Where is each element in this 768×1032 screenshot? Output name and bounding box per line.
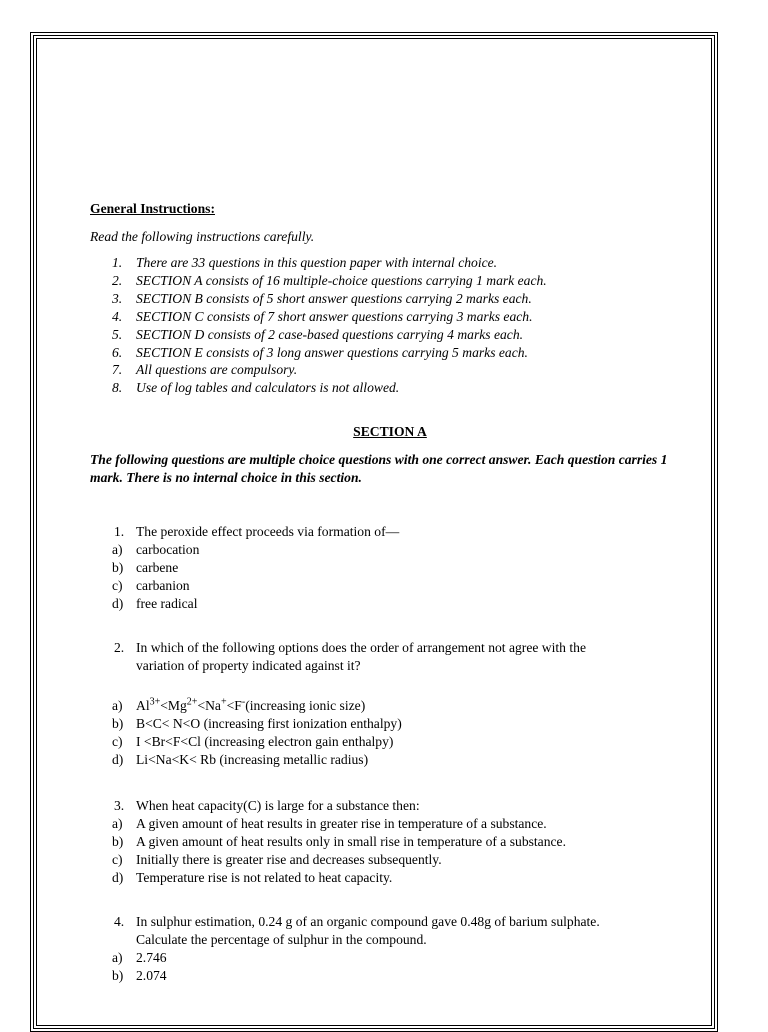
question-1 (90, 523, 690, 613)
option-text: I <Br<F<Cl (increasing electron gain enthalpy) (136, 734, 394, 750)
option (90, 815, 690, 833)
option-text: carbene (136, 560, 179, 576)
instruction-text: SECTION D consists of 2 case-based questions carrying 4 marks each. (136, 326, 524, 342)
option-label: b) (112, 968, 124, 984)
option (90, 541, 690, 559)
question-stem: In which of the following options does the order of arrangement not agree with the (136, 640, 586, 656)
option-label: a) (112, 950, 123, 966)
ion-symbol: <F (226, 698, 242, 714)
instruction-text: SECTION E consists of 3 long answer questions carrying 5 marks each. (136, 344, 528, 360)
instruction-item (90, 361, 690, 379)
question-text-continued (90, 931, 690, 949)
option-text: 2.074 (136, 968, 167, 984)
question-number: 4. (114, 914, 125, 930)
option-label: c) (112, 578, 123, 594)
question-stem: Calculate the percentage of sulphur in the compound. (136, 932, 427, 948)
instruction-item (90, 272, 690, 290)
option-label: b) (112, 716, 124, 732)
option-label: a) (112, 698, 123, 714)
question-2 (90, 639, 690, 769)
option-text: 2.746 (136, 950, 167, 966)
property-note: (increasing ionic size) (245, 698, 366, 714)
instruction-number: 3. (112, 290, 123, 306)
option-label: a) (112, 542, 123, 558)
option (90, 733, 690, 751)
instruction-number: 1. (112, 255, 123, 270)
question-4 (90, 913, 690, 985)
option (90, 697, 690, 715)
instruction-item (90, 326, 690, 344)
instruction-number: 4. (112, 308, 123, 324)
option-text: free radical (136, 596, 198, 612)
option-label: a) (112, 816, 123, 832)
question-stem: variation of property indicated against it? (136, 658, 361, 674)
instruction-text: SECTION B consists of 5 short answer questions carrying 2 marks each. (136, 290, 532, 306)
option-label: c) (112, 852, 123, 868)
instruction-text: All questions are compulsory. (136, 362, 298, 378)
option-label: c) (112, 734, 123, 750)
question-number: 1. (114, 524, 125, 540)
option (90, 833, 690, 851)
general-instructions-heading: General Instructions: (90, 201, 215, 216)
question-stem: The peroxide effect proceeds via formation of— (136, 524, 400, 540)
page-content (90, 200, 690, 985)
option (90, 751, 690, 769)
question-text (90, 913, 690, 931)
option-text: B<C< N<O (increasing first ionization enthalpy) (136, 716, 402, 732)
option (90, 577, 690, 595)
option (90, 715, 690, 733)
option-text: A given amount of heat results only in small rise in temperature of a substance. (136, 834, 566, 850)
question-text (90, 523, 690, 541)
ion-symbol: <Na (197, 698, 221, 714)
option-text (136, 698, 365, 713)
option-label: b) (112, 560, 124, 576)
instructions-intro: Read the following instructions carefully. (90, 229, 315, 244)
instruction-number: 7. (112, 362, 123, 378)
instruction-item (90, 344, 690, 362)
instruction-item (90, 254, 690, 272)
instruction-text: SECTION A consists of 16 multiple-choice questions carrying 1 mark each. (136, 272, 547, 288)
question-number: 3. (114, 798, 125, 814)
instruction-item (90, 290, 690, 308)
option-text: carbocation (136, 542, 200, 558)
instruction-number: 5. (112, 326, 123, 342)
question-text-continued (90, 657, 690, 675)
option (90, 851, 690, 869)
instruction-number: 2. (112, 272, 123, 288)
ion-charge: 2+ (186, 696, 198, 708)
option-label: d) (112, 870, 124, 886)
question-number: 2. (114, 640, 125, 656)
option-text: Initially there is greater rise and decreases subsequently. (136, 852, 442, 868)
section-a-heading: SECTION A (353, 424, 427, 440)
instructions-list (90, 254, 690, 397)
question-stem: When heat capacity(C) is large for a substance then: (136, 798, 420, 814)
ion-symbol: Al (136, 698, 150, 714)
option-label: d) (112, 752, 124, 768)
option-text: Li<Na<K< Rb (increasing metallic radius) (136, 752, 369, 768)
option (90, 595, 690, 613)
option-label: d) (112, 596, 124, 612)
instruction-text: Use of log tables and calculators is not allowed. (136, 380, 400, 396)
instruction-item (90, 308, 690, 326)
option (90, 869, 690, 887)
instruction-text: There are 33 questions in this question paper with internal choice. (136, 255, 498, 270)
question-text (90, 639, 690, 657)
question-stem: In sulphur estimation, 0.24 g of an organic compound gave 0.48g of barium sulphate. (136, 914, 600, 930)
option (90, 949, 690, 967)
section-a-description: The following questions are multiple choice questions with one correct answer. Each question carries 1 mark. There is no internal choice in this section. (90, 452, 668, 486)
ion-charge: + (220, 696, 227, 708)
option (90, 967, 690, 985)
option-label: b) (112, 834, 124, 850)
question-text (90, 797, 690, 815)
instruction-number: 8. (112, 380, 123, 396)
ion-charge: 3+ (149, 696, 161, 708)
instruction-item (90, 379, 690, 397)
ion-symbol: <Mg (160, 698, 187, 714)
option (90, 559, 690, 577)
ion-charge: - (241, 696, 246, 708)
instruction-text: SECTION C consists of 7 short answer questions carrying 3 marks each. (136, 308, 533, 324)
option-text: Temperature rise is not related to heat capacity. (136, 870, 393, 886)
option-text: A given amount of heat results in greater rise in temperature of a substance. (136, 816, 547, 832)
instruction-number: 6. (112, 344, 123, 360)
question-3 (90, 797, 690, 887)
option-text: carbanion (136, 578, 190, 594)
